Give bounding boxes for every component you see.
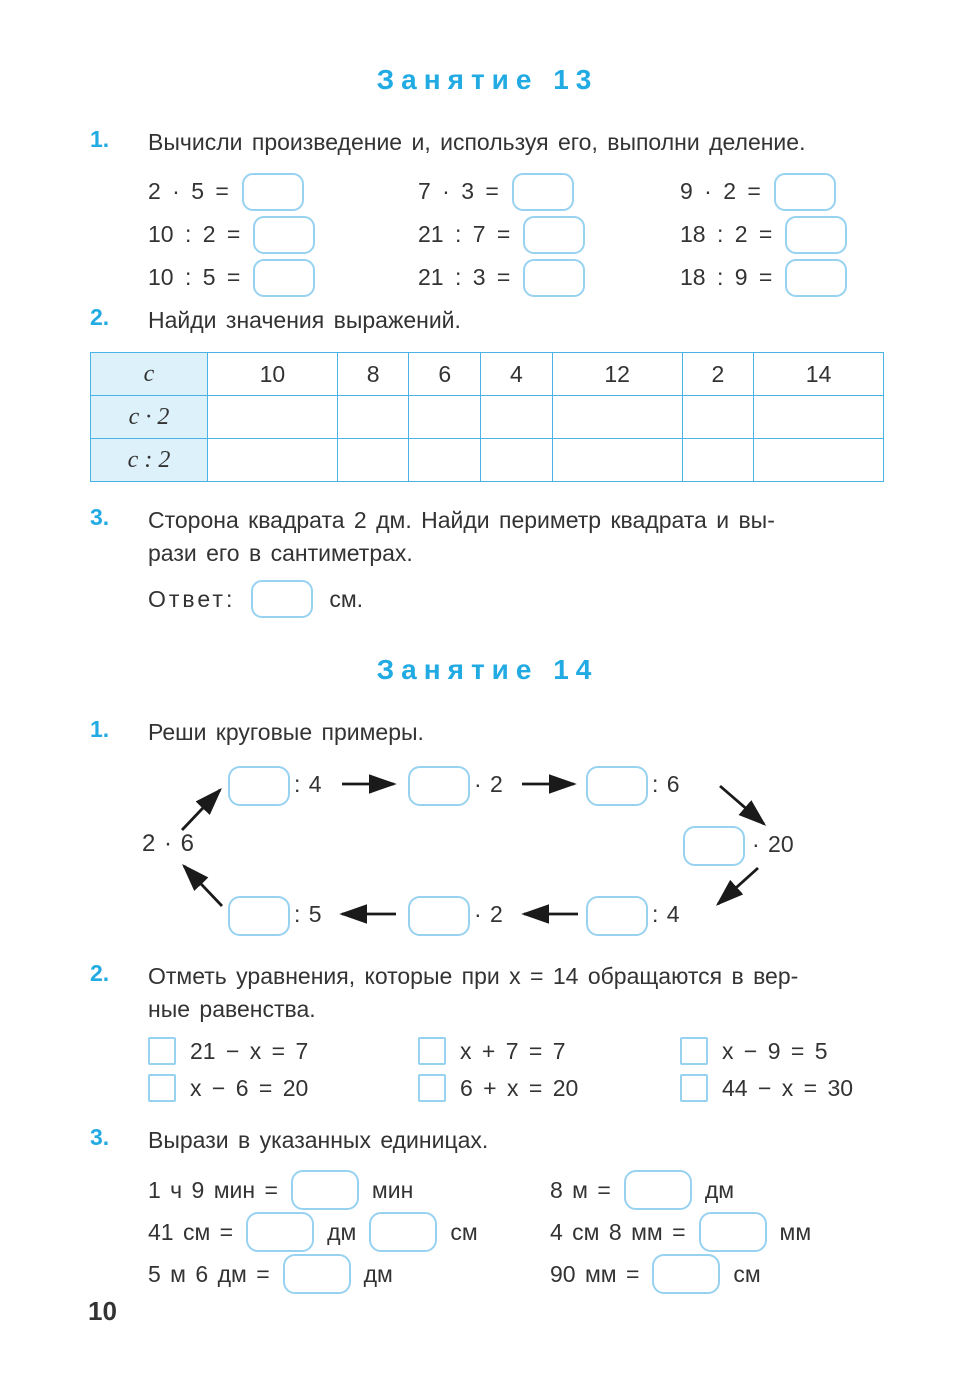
answer-box[interactable] bbox=[291, 1170, 359, 1210]
task-number: 3. bbox=[90, 1124, 110, 1150]
table-variable-header: с bbox=[91, 353, 208, 396]
answer-box[interactable] bbox=[253, 259, 315, 297]
equation-item bbox=[148, 1073, 418, 1103]
answer-box[interactable] bbox=[242, 173, 304, 211]
task-number: 1. bbox=[90, 716, 110, 742]
conversion-label: 5 м 6 дм = bbox=[148, 1260, 270, 1287]
conversion-label: 4 см 8 мм = bbox=[550, 1218, 686, 1245]
conversion-item bbox=[550, 1170, 734, 1210]
table-header-row bbox=[91, 353, 884, 396]
task-14-1 bbox=[90, 716, 902, 749]
exercise-label: 18 : 9 = bbox=[680, 264, 773, 290]
answer-box[interactable] bbox=[228, 766, 290, 806]
unit-conversion-rows bbox=[148, 1169, 902, 1295]
circular-examples-diagram bbox=[140, 756, 860, 951]
exercise-label: 10 : 2 = bbox=[148, 221, 241, 247]
equation-checkbox[interactable] bbox=[680, 1037, 708, 1065]
conversion-label: 8 м = bbox=[550, 1176, 611, 1203]
operation-label: · 2 bbox=[474, 771, 503, 797]
answer-row bbox=[148, 580, 902, 618]
task-number: 2. bbox=[90, 304, 110, 330]
equation-item bbox=[418, 1073, 680, 1103]
answer-box[interactable] bbox=[586, 766, 648, 806]
exercise bbox=[148, 171, 418, 212]
answer-box[interactable] bbox=[251, 580, 313, 618]
exercise bbox=[418, 257, 680, 298]
conversion-item bbox=[550, 1212, 811, 1252]
answer-box[interactable] bbox=[512, 173, 574, 211]
answer-box[interactable] bbox=[246, 1212, 314, 1252]
table-input-cell[interactable] bbox=[409, 396, 481, 439]
operation-label: : 5 bbox=[294, 901, 322, 927]
table-header-cell: 12 bbox=[552, 353, 682, 396]
exercise-label: 2 · 5 = bbox=[148, 178, 229, 204]
answer-box[interactable] bbox=[523, 216, 585, 254]
answer-box[interactable] bbox=[774, 173, 836, 211]
table-input-cell[interactable] bbox=[754, 439, 884, 482]
unit-row bbox=[148, 1253, 902, 1295]
equation-checkbox[interactable] bbox=[148, 1037, 176, 1065]
table-input-cell[interactable] bbox=[208, 439, 338, 482]
task-instruction: Вычисли произведение и, используя его, выполни деление. bbox=[148, 129, 806, 155]
task-14-2 bbox=[90, 960, 902, 1103]
table-input-cell[interactable] bbox=[754, 396, 884, 439]
task-13-3 bbox=[90, 504, 902, 618]
unit-label: дм bbox=[363, 1260, 393, 1287]
answer-box[interactable] bbox=[228, 896, 290, 936]
task-body bbox=[148, 504, 902, 618]
start-expression: 2 · 6 bbox=[142, 830, 195, 857]
lesson-14-title: Занятие 14 bbox=[376, 654, 599, 685]
table-row-label: с : 2 bbox=[91, 439, 208, 482]
table-input-cell[interactable] bbox=[481, 439, 553, 482]
table-header-cell: 10 bbox=[208, 353, 338, 396]
unit-label: см bbox=[733, 1260, 761, 1287]
task-body bbox=[148, 960, 902, 1103]
table-input-cell[interactable] bbox=[552, 439, 682, 482]
equation-checkbox[interactable] bbox=[418, 1074, 446, 1102]
page-number: 10 bbox=[88, 1296, 117, 1326]
equation-checkbox[interactable] bbox=[148, 1074, 176, 1102]
table-input-cell[interactable] bbox=[337, 396, 409, 439]
equation-checkbox[interactable] bbox=[418, 1037, 446, 1065]
unit-row bbox=[148, 1211, 902, 1253]
conversion-label: 90 мм = bbox=[550, 1260, 640, 1287]
answer-box[interactable] bbox=[253, 216, 315, 254]
operation-label: · 2 bbox=[474, 901, 503, 927]
task-number: 1. bbox=[90, 126, 110, 152]
task-body bbox=[148, 1124, 902, 1295]
operation-label: : 4 bbox=[652, 901, 680, 927]
equation-checkbox[interactable] bbox=[680, 1074, 708, 1102]
equation-label: х + 7 = 7 bbox=[460, 1037, 566, 1064]
table-input-cell[interactable] bbox=[682, 439, 754, 482]
unit-label: см bbox=[450, 1218, 478, 1245]
answer-box[interactable] bbox=[624, 1170, 692, 1210]
lesson-13-title: Занятие 13 bbox=[376, 64, 599, 95]
exercise bbox=[148, 257, 418, 298]
task-instruction: Найди значения выражений. bbox=[148, 307, 461, 333]
table-header-cell: 8 bbox=[337, 353, 409, 396]
answer-box[interactable] bbox=[586, 896, 648, 936]
answer-box[interactable] bbox=[785, 216, 847, 254]
conversion-item bbox=[148, 1170, 550, 1210]
equations-grid bbox=[148, 1036, 902, 1103]
unit-label: дм bbox=[327, 1218, 357, 1245]
unit-label: мм bbox=[779, 1218, 812, 1245]
exercise bbox=[680, 214, 902, 255]
exercise-label: 18 : 2 = bbox=[680, 221, 773, 247]
task-instruction: Вырази в указанных единицах. bbox=[148, 1127, 489, 1153]
table-row bbox=[91, 396, 884, 439]
task-number: 2. bbox=[90, 960, 110, 986]
table-input-cell[interactable] bbox=[682, 396, 754, 439]
exercise bbox=[148, 214, 418, 255]
task-instruction: Реши круговые примеры. bbox=[148, 719, 424, 745]
values-table bbox=[90, 352, 884, 482]
table-header-cell: 6 bbox=[409, 353, 481, 396]
conversion-item bbox=[148, 1212, 550, 1252]
table-row bbox=[91, 439, 884, 482]
task-13-1 bbox=[90, 126, 902, 298]
task-text-line: Отметь уравнения, которые при х = 14 обращаются в вер- bbox=[148, 963, 799, 989]
task-text-line: рази его в сантиметрах. bbox=[148, 540, 413, 566]
exercise bbox=[680, 171, 902, 212]
operation-label: : 6 bbox=[652, 771, 680, 797]
answer-box[interactable] bbox=[683, 826, 745, 866]
answer-box[interactable] bbox=[283, 1254, 351, 1294]
table-header-cell: 14 bbox=[754, 353, 884, 396]
answer-box[interactable] bbox=[369, 1212, 437, 1252]
answer-box[interactable] bbox=[408, 896, 470, 936]
exercise-label: 9 · 2 = bbox=[680, 178, 761, 204]
exercise-label: 21 : 3 = bbox=[418, 264, 511, 290]
task-number: 3. bbox=[90, 504, 110, 530]
exercise bbox=[418, 214, 680, 255]
exercise-label: 10 : 5 = bbox=[148, 264, 241, 290]
task-body bbox=[148, 126, 902, 298]
answer-box[interactable] bbox=[408, 766, 470, 806]
conversion-label: 41 см = bbox=[148, 1218, 234, 1245]
operation-label: : 4 bbox=[294, 771, 322, 797]
table-header-cell: 2 bbox=[682, 353, 754, 396]
table-input-cell[interactable] bbox=[409, 439, 481, 482]
answer-box[interactable] bbox=[523, 259, 585, 297]
table-input-cell[interactable] bbox=[208, 396, 338, 439]
operation-label: · 20 bbox=[752, 831, 794, 857]
exercise-label: 7 · 3 = bbox=[418, 178, 499, 204]
conversion-item bbox=[550, 1254, 761, 1294]
answer-unit: см. bbox=[329, 585, 364, 612]
equation-label: 44 − х = 30 bbox=[722, 1074, 854, 1101]
task-text-line: Сторона квадрата 2 дм. Найди периметр квадрата и вы- bbox=[148, 507, 775, 533]
equation-label: 6 + х = 20 bbox=[460, 1074, 579, 1101]
table-header-cell: 4 bbox=[481, 353, 553, 396]
answer-box[interactable] bbox=[699, 1212, 767, 1252]
exercise bbox=[418, 171, 680, 212]
task-body bbox=[148, 304, 902, 337]
exercise bbox=[680, 257, 902, 298]
unit-label: мин bbox=[371, 1176, 414, 1203]
table-input-cell[interactable] bbox=[481, 396, 553, 439]
equation-label: 21 − х = 7 bbox=[190, 1037, 309, 1064]
equation-item bbox=[680, 1073, 902, 1103]
task-body bbox=[148, 716, 902, 749]
table-input-cell[interactable] bbox=[552, 396, 682, 439]
task-13-2 bbox=[90, 304, 902, 337]
answer-box[interactable] bbox=[785, 259, 847, 297]
answer-box[interactable] bbox=[652, 1254, 720, 1294]
unit-label: дм bbox=[704, 1176, 735, 1203]
table-row-label: с · 2 bbox=[91, 396, 208, 439]
conversion-label: 1 ч 9 мин = bbox=[148, 1176, 278, 1203]
unit-row bbox=[148, 1169, 902, 1211]
task-14-3 bbox=[90, 1124, 902, 1295]
equation-label: х − 6 = 20 bbox=[190, 1074, 309, 1101]
equation-item bbox=[148, 1036, 418, 1066]
equation-item bbox=[418, 1036, 680, 1066]
exercise-label: 21 : 7 = bbox=[418, 221, 511, 247]
exercise-grid bbox=[148, 171, 902, 298]
equation-item bbox=[680, 1036, 902, 1066]
conversion-item bbox=[148, 1254, 550, 1294]
table-input-cell[interactable] bbox=[337, 439, 409, 482]
task-text-line: ные равенства. bbox=[148, 996, 316, 1022]
equation-label: х − 9 = 5 bbox=[722, 1037, 828, 1064]
answer-label: Ответ: bbox=[148, 585, 236, 612]
